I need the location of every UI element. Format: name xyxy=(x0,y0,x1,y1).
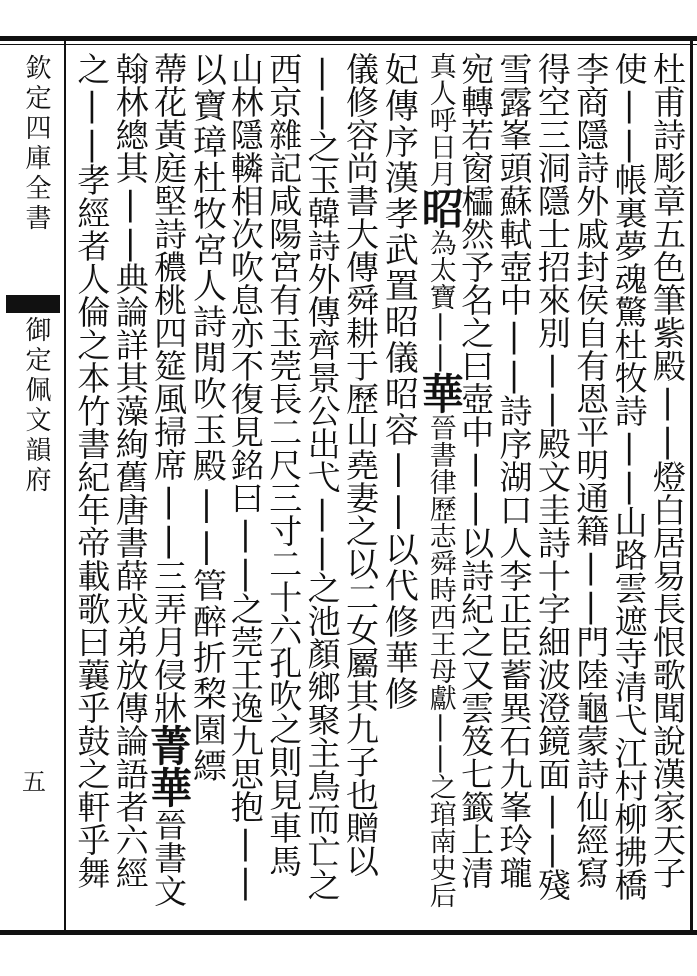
text-segment: 真人呼日月 xyxy=(424,52,456,187)
text-column xyxy=(650,52,686,922)
text-column xyxy=(415,52,465,922)
text-column xyxy=(611,52,647,922)
margin-divider xyxy=(64,40,66,932)
text-segment: 翰林總其||典論詳其藻絢舊唐書薛戎弟放傳論語者六經 xyxy=(110,52,150,889)
text-column xyxy=(458,52,494,922)
text-column xyxy=(304,52,340,922)
text-column xyxy=(343,52,379,922)
headword: 菁華 xyxy=(144,724,194,808)
text-column xyxy=(496,52,532,922)
text-column xyxy=(266,52,302,922)
text-column xyxy=(532,52,572,922)
bottom-border xyxy=(0,930,697,935)
top-border-inner xyxy=(0,44,697,45)
text-segment: 雪露峯頭蘇軾壺中||詩序湖口人李正臣蓄異石九峯玲瓏 xyxy=(494,52,534,889)
headword: 華 xyxy=(415,372,465,414)
section-title: 御定佩文韻府 xyxy=(21,316,51,496)
text-segment: 晉書律歷志舜時西王母獻||之琯南史后 xyxy=(424,414,456,908)
headword: 昭 xyxy=(415,187,465,229)
text-segment: 西京雜記咸陽宮有玉莞長二尺三寸二十六孔吹之則見車馬 xyxy=(264,52,304,877)
text-column xyxy=(225,52,265,922)
text-column xyxy=(112,52,148,922)
text-segment: 得空三洞隱士招來別||殿文圭詩十字細波澄鏡面||殘 xyxy=(532,52,572,901)
text-segment: 杜甫詩彫章五色筆紫殿||燈白居易長恨歌聞說漢家天子 xyxy=(648,52,687,889)
text-segment: 妃傳序漢孝武置昭儀昭容||以代修華修 xyxy=(378,52,419,712)
text-segment: 蔕花黃庭堅詩穠桃四筵風掃席||三弄月侵牀 xyxy=(149,52,189,724)
text-segment: 宛轉若窗櫺然予名之曰壺中||以詩紀之又雲笈七籤上清 xyxy=(456,52,496,889)
text-column xyxy=(144,52,194,922)
right-border xyxy=(690,36,693,935)
text-segment: 為太寶|| xyxy=(424,229,456,372)
text-column xyxy=(74,52,110,922)
fishtail-marker xyxy=(6,295,60,313)
text-column xyxy=(573,52,609,922)
text-segment: 山林隱轔相次吹息亦不復見銘曰||之莞王逸九思抱|| xyxy=(225,52,265,901)
text-segment: ||之玉韓詩外傳齊景公出弋||之池顏鄉聚主鳥而亡之 xyxy=(302,52,342,901)
text-segment: 以寶璋杜牧宮人詩閒吹玉殿||管醉折棃園縹 xyxy=(186,52,227,784)
page-number: 五 xyxy=(22,768,46,796)
top-border xyxy=(0,36,697,41)
text-column xyxy=(378,52,419,922)
text-segment: 之||孝經者人倫之本竹書紀年帝載歌曰蘘乎鼓之軒乎舞 xyxy=(72,52,112,889)
book-title: 欽定四庫全書 xyxy=(21,54,51,234)
text-segment: 晉書文 xyxy=(149,808,189,907)
text-segment: 李商隱詩外戚封侯自有恩平明通籍||門陸龜蒙詩仙經寫 xyxy=(571,52,611,889)
text-segment: 儀修容尚書大傳舜耕于歷山堯妻之以二女屬其九子也贈以 xyxy=(341,52,380,877)
text-column xyxy=(186,52,227,922)
text-segment: 使||帳裏夢魂驚杜牧詩||山路雲遮寺清弋江村柳拂橋 xyxy=(609,52,649,901)
